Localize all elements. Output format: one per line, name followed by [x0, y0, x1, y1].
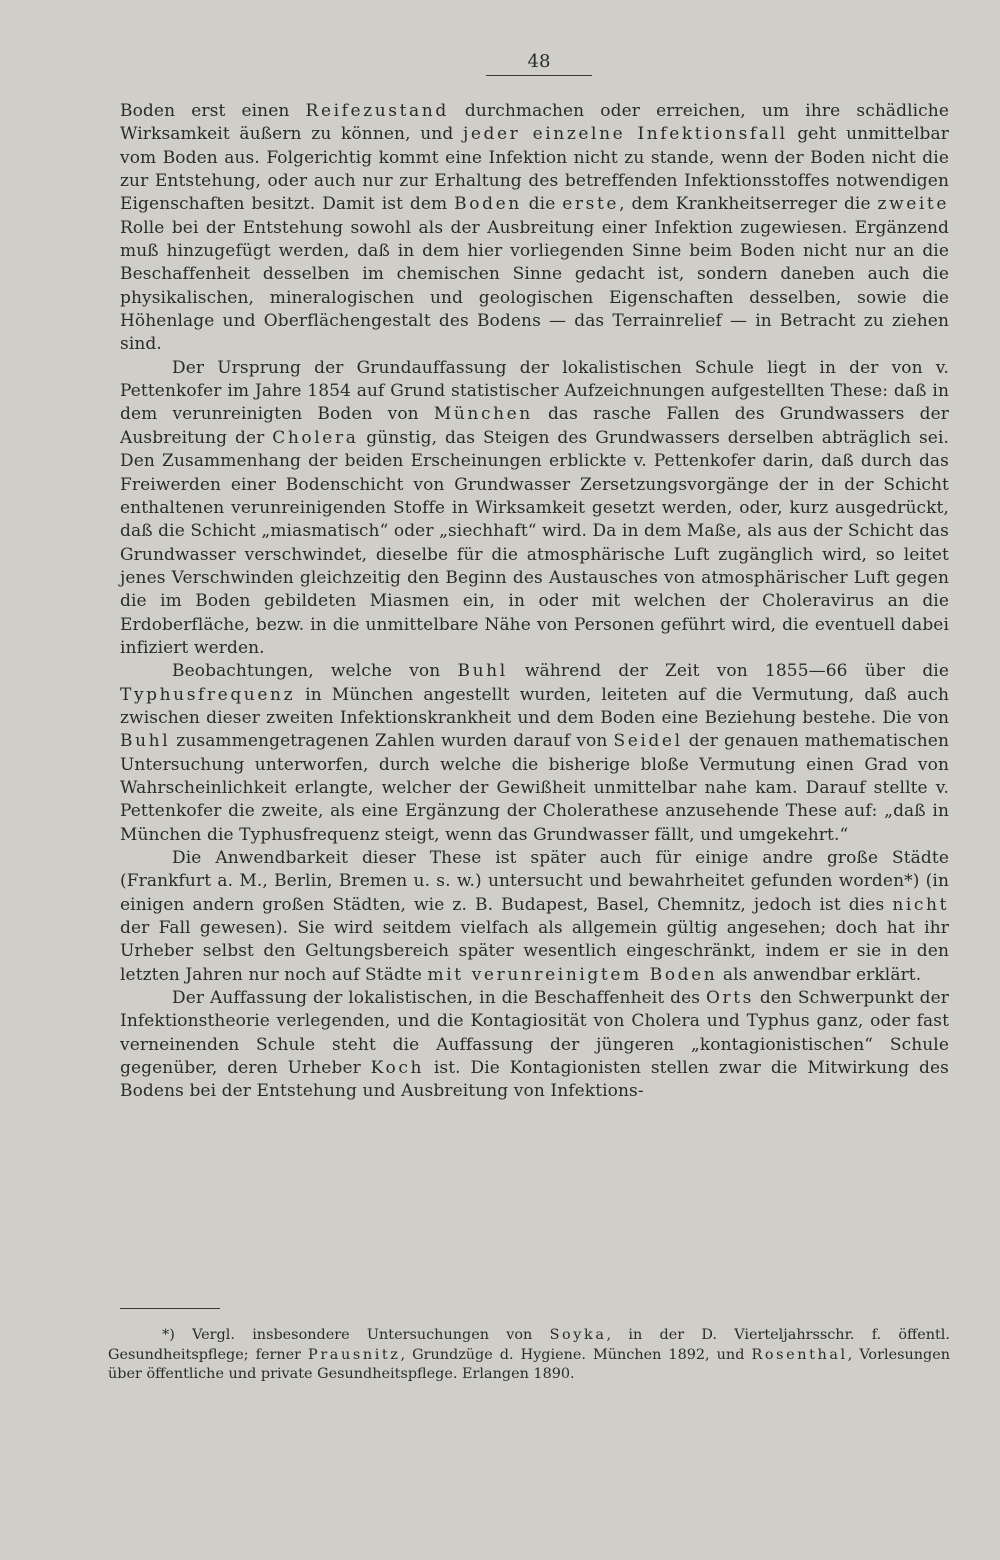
page-number-header [486, 52, 592, 76]
footnote-text [108, 1326, 950, 1385]
spaced-term: Seidel [613, 731, 683, 752]
paragraph-1 [120, 100, 949, 357]
footnote-rule [120, 1308, 220, 1309]
text-run: , dem Krankheitserreger die [619, 194, 878, 215]
spaced-term: Boden [454, 194, 522, 215]
spaced-term: Typhusfrequenz [120, 684, 296, 705]
main-text [120, 100, 949, 1104]
text-run: Boden erst einen [120, 101, 306, 121]
text-run: den Schwerpunkt der Infektionstheorie verlegenden, und die Kontagiosität von Cholera und Typhus ganz, oder fast verneinenden Schule steht die Auffassung der jüngeren „kontagionistischen“ Schule gegenüber, deren Urheber [120, 988, 949, 1079]
text-run: während der Zeit von 1855—66 über die [507, 661, 949, 682]
paragraph-2 [120, 357, 949, 660]
text-run: *) Vergl. insbesondere Untersuchungen von [162, 1327, 550, 1343]
spaced-term: erste [562, 194, 620, 215]
page-number-rule [486, 75, 592, 76]
paragraph-5 [120, 987, 949, 1104]
text-run: Beobachtungen, welche von [172, 661, 458, 682]
text-run: Rolle bei der Entstehung sowohl als der Ausbreitung einer Infektion zugewiesen. Ergänzend muß hinzugefügt werden, daß in dem hier vorliegenden Sinne beim Boden nicht nur an die Beschaffenheit desselben im chemischen Sinne gedacht ist, sondern daneben auch die physikalischen, mineralogischen und geologischen Eigenschaften desselben, sowie die Höhenlage und Oberflächengestalt des Bodens — das Terrainrelief — in Betracht zu ziehen sind. [120, 217, 949, 355]
text-run: der Fall gewesen). Sie wird seitdem vielfach als allgemein gültig angesehen; doch hat ihr Urheber selbst den Geltungsbereich später wesentlich eingeschränkt, indem er sie in den letzten Jahren nur noch auf Städte [120, 918, 949, 985]
text-run: , in der D. Vierteljahrsschr. f. öffentl. Gesundheitspflege; ferner [108, 1327, 950, 1363]
spaced-term: jeder einzelne Infektionsfall [463, 124, 788, 145]
text-run: als anwendbar erklärt. [717, 964, 922, 985]
text-run: , Grundzüge d. Hygiene. München 1892, und [400, 1346, 752, 1363]
text-run: Der Auffassung der lokalistischen, in die Beschaffenheit des [172, 988, 706, 1009]
text-run: Die Anwendbarkeit dieser These ist später auch für einige andre große Städte (Frankfurt a. M., Berlin, Bremen u. s. w.) untersucht und bewahrheitet gefunden worden*) (in einigen andern großen Städten, wie z. B. Budapest, Basel, Chemnitz, jedoch ist dies [120, 848, 949, 915]
text-run: die [521, 194, 563, 215]
paragraph-4 [120, 847, 949, 987]
text-run: Der Ursprung der Grundauffassung der lokalistischen Schule liegt in der von v. Pettenkofer im Jahre 1854 auf Grund statistischer Aufzeichnungen aufgestellten These: daß in dem verunreinigten Boden von [120, 357, 949, 425]
text-run: zusammengetragenen Zahlen wurden darauf von [170, 731, 614, 752]
spaced-term: Buhl [120, 731, 171, 752]
spaced-term: mit verunreinigtem Boden [427, 964, 718, 985]
text-run: geht unmittelbar vom Boden aus. Folgerichtig kommt eine Infektion nicht zu stande, wenn der Boden nicht die zur Entstehung, oder auch nur zur Erhaltung des betreffenden Infektionsstoffes notwendigen Eigenschaften besitzt. Damit ist dem [120, 124, 949, 215]
spaced-term: Soyka [549, 1327, 607, 1343]
text-run: , Vorlesungen über öffentliche und private Gesundheitspflege. Erlangen 1890. [108, 1346, 951, 1383]
spaced-term: Orts [705, 988, 754, 1009]
spaced-term: Buhl [457, 661, 508, 682]
footnote [108, 1326, 950, 1385]
text-run: in München angestellt wurden, leiteten auf die Vermutung, daß auch zwischen dieser zweiten Infektionskrankheit und dem Boden eine Beziehung bestehe. Die von [120, 684, 949, 728]
text-run: das rasche Fallen des Grundwassers der Ausbreitung der [120, 404, 949, 448]
spaced-term: Reifezustand [305, 101, 449, 121]
spaced-term: nicht [892, 894, 949, 915]
text-run: günstig, das Steigen des Grundwassers derselben abträglich sei. Den Zusammenhang der beiden Erscheinungen erblickte v. Pettenkofer darin, daß durch das Freiwerden einer Bodenschicht von Grundwasser Zersetzungsvorgänge der in der Schicht enthaltenen verunreinigenden Stoffe in Wirksamkeit gesetzt werden, oder, kurz ausgedrückt, daß die Schicht „miasmatisch“ oder „siechhaft“ wird. Da in dem Maße, als aus der Schicht das Grundwasser verschwindet, dieselbe für die atmosphärische Luft zugänglich wird, so leitet jenes Verschwinden gleichzeitig den Beginn des Austausches von atmosphärischer Luft gegen die im Boden gebildeten Miasmen ein, in oder mit welchen der Choleravirus an die Erdoberfläche, bezw. in die unmittelbare Nähe von Personen geführt wird, die eventuell dabei infiziert werden. [120, 427, 949, 658]
spaced-term: Cholera [272, 427, 359, 448]
text-run: der genauen mathematischen Untersuchung unterworfen, durch welche die bisherige bloße Vermutung einen Grad von Wahrscheinlichkeit erlangte, welcher der Gewißheit unmittelbar nahe kam. Darauf stellte v. Pettenkofer die zweite, als eine Ergänzung der Cholerathese anzusehende These auf: „daß in München die Typhusfrequenz steigt, wenn das Grundwasser fällt, und umgekehrt.“ [120, 731, 949, 845]
spaced-term: Prausnitz [308, 1346, 401, 1363]
spaced-term: München [433, 404, 533, 425]
spaced-term: Rosenthal [751, 1346, 848, 1363]
page-number: 48 [527, 51, 551, 72]
text-run: durchmachen oder erreichen, um ihre schädliche Wirksamkeit äußern zu können, und [120, 101, 949, 145]
paragraph-3 [120, 660, 949, 847]
spaced-term: zweite [877, 194, 950, 215]
spaced-term: Koch [370, 1058, 425, 1079]
text-run: ist. Die Kontagionisten stellen zwar die Mitwirkung des Bodens bei der Entstehung und Ausbreitung von Infektions- [120, 1058, 949, 1102]
